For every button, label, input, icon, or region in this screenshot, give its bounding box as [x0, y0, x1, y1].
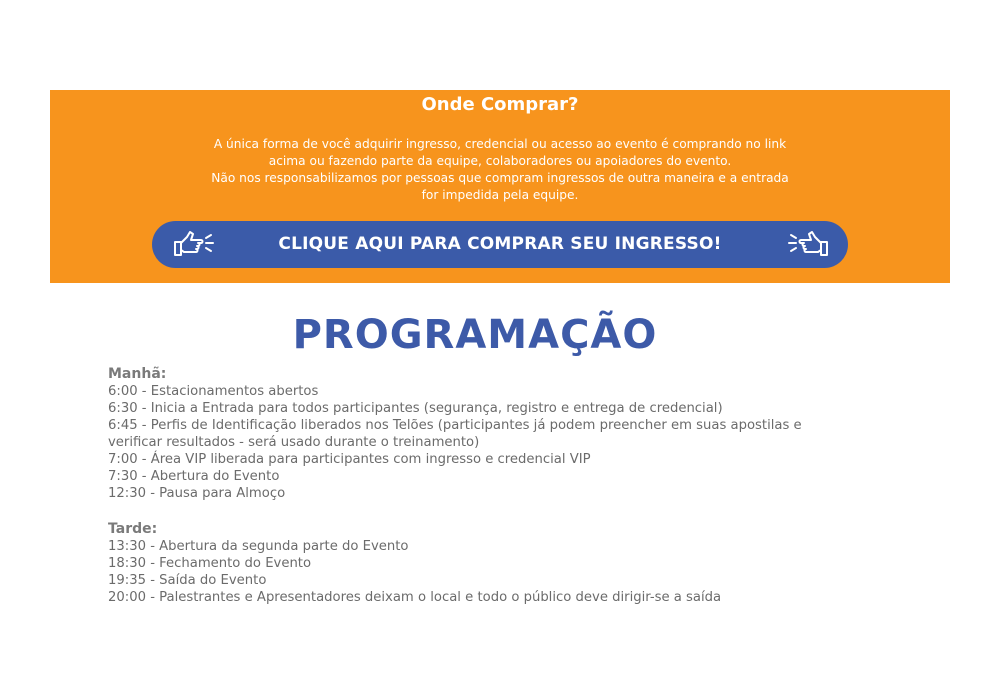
schedule-item: 6:30 - Inicia a Entrada para todos participantes (segurança, registro e entrega de credencial) — [108, 401, 723, 416]
banner-title: Onde Comprar? — [421, 94, 579, 115]
banner-text-line: for impedida pela equipe. — [421, 188, 579, 202]
buy-ticket-label: CLIQUE AQUI PARA COMPRAR SEU INGRESSO! — [278, 234, 722, 254]
programacao-title: PROGRAMAÇÃO — [292, 312, 658, 358]
schedule-item: verificar resultados - será usado durante o treinamento) — [108, 435, 480, 450]
banner-text-line: acima ou fazendo parte da equipe, colaboradores ou apoiadores do evento. — [268, 154, 732, 168]
section-spacer — [108, 502, 908, 521]
schedule-item: 20:00 - Palestrantes e Apresentadores deixam o local e todo o público deve dirigir-se a saída — [108, 590, 722, 605]
afternoon-heading: Tarde: — [108, 521, 158, 537]
schedule-item: 19:35 - Saída do Evento — [108, 573, 267, 588]
schedule-item: 13:30 - Abertura da segunda parte do Evento — [108, 539, 409, 554]
banner-text-line: Não nos responsabilizamos por pessoas que compram ingressos de outra maneira e a entrada — [211, 171, 789, 185]
morning-heading: Manhã: — [108, 366, 167, 382]
buy-ticket-button[interactable] — [152, 221, 848, 268]
pointing-hand-left-icon — [786, 229, 830, 259]
banner-text — [160, 136, 840, 204]
schedule-item: 6:00 - Estacionamentos abertos — [108, 384, 319, 399]
schedule-item: 18:30 - Fechamento do Evento — [108, 556, 312, 571]
schedule — [108, 366, 908, 606]
schedule-item: 12:30 - Pausa para Almoço — [108, 486, 286, 501]
schedule-item: 7:30 - Abertura do Evento — [108, 469, 280, 484]
schedule-item: 7:00 - Área VIP liberada para participantes com ingresso e credencial VIP — [108, 452, 591, 467]
schedule-item: 6:45 - Perfis de Identificação liberados nos Telões (participantes já podem preencher em suas apostilas e — [108, 418, 802, 433]
where-to-buy-banner — [50, 90, 950, 283]
banner-text-line: A única forma de você adquirir ingresso, credencial ou acesso ao evento é comprando no link — [213, 137, 787, 151]
